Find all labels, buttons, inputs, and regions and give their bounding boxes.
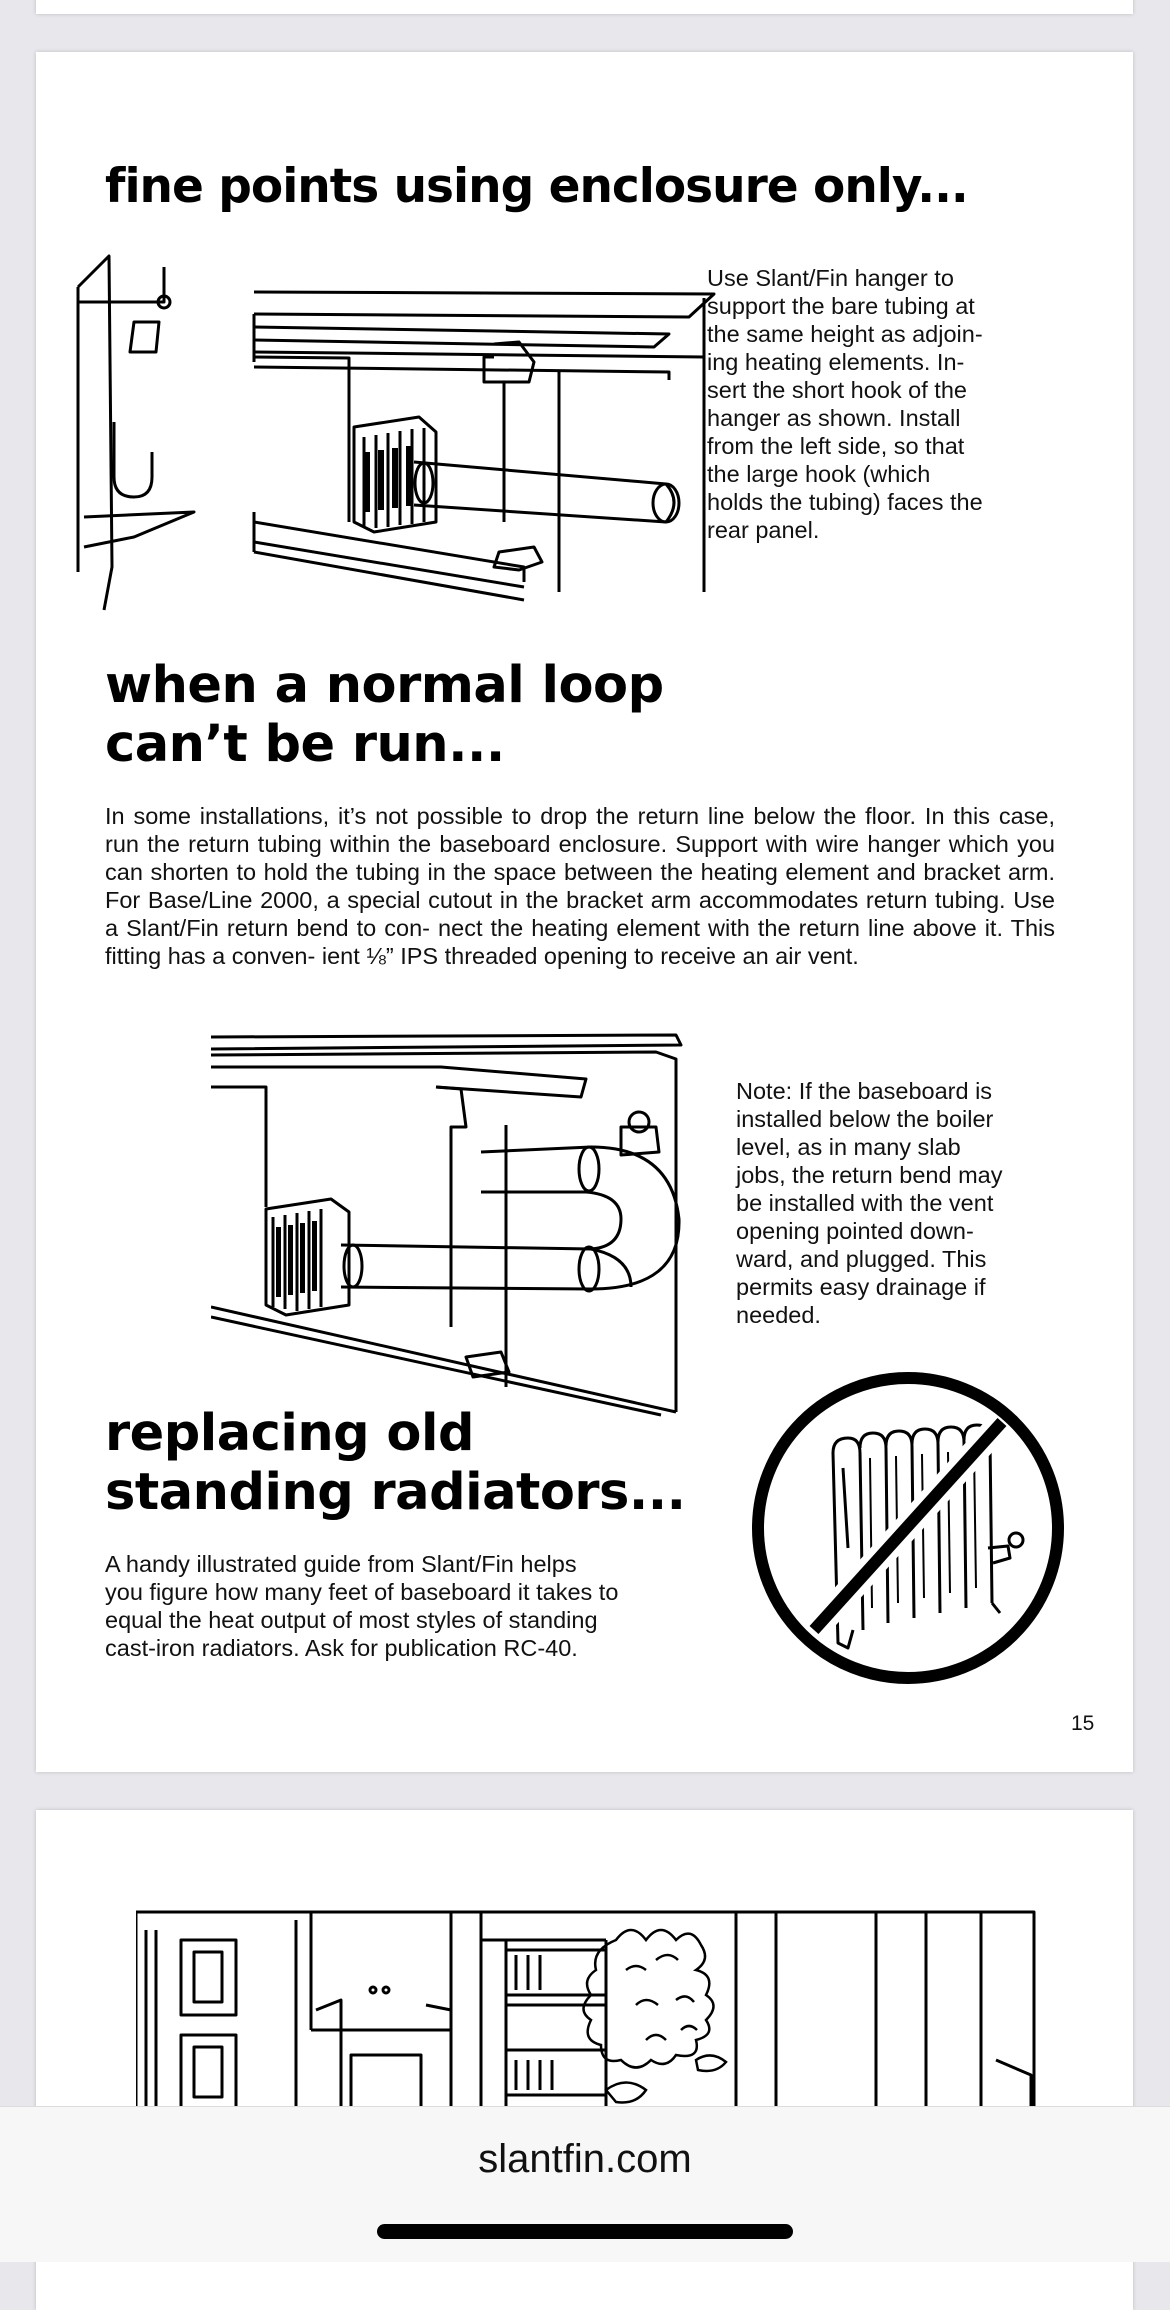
enclosure-instructions: Use Slant/Fin hanger to support the bare tubing at the same height as adjoin- ing heating elements. In- sert the short hook of the hanger as shown. Install from the left side, so that the large hook (which holds the tubing) faces the rear panel. <box>707 265 983 543</box>
document-page-15 <box>36 52 1133 1772</box>
heading-enclosure: fine points using enclosure only... <box>105 159 968 214</box>
heading-normal-loop-line1: when a normal loop <box>105 656 664 715</box>
hanger-illustration <box>64 222 724 622</box>
heading-radiators <box>105 1405 686 1522</box>
normal-loop-instructions: In some installations, it’s not possible to drop the return line below the floor. In this case, run the return tubing within the baseboard enclosure. Support with wire hanger which you can shorten to hold the tubing in the space between the heating element and bracket arm. For Base/Line 2000, a special cutout in the bracket arm accommodates return tubing. Use a Slant/Fin return bend to con- nect the heating element with the return line above it. This fitting has a conven- ient ⅛” IPS threaded opening to receive an air vent. <box>105 803 1055 969</box>
radiator-guide-text: A handy illustrated guide from Slant/Fin helps you figure how many feet of baseboard it takes to equal the heat output of most styles of standing cast-iron radiators. Ask for publication RC-40. <box>105 1551 619 1661</box>
return-bend-note: Note: If the baseboard is installed below the boiler level, as in many slab jobs, the return bend may be installed with the vent opening pointed down- ward, and plugged. This permits easy drainage if needed. <box>736 1078 1003 1328</box>
browser-bottom-bar <box>0 2106 1170 2262</box>
heading-normal-loop <box>105 657 664 774</box>
page-number: 15 <box>1071 1712 1095 1735</box>
return-bend-illustration <box>211 1027 726 1427</box>
heading-radiators-line2: standing radiators... <box>105 1462 686 1522</box>
heading-radiators-line1: replacing old <box>105 1404 474 1463</box>
url-display[interactable]: slantfin.com <box>478 2137 692 2181</box>
heading-normal-loop-line2: can’t be run... <box>105 714 505 774</box>
home-indicator[interactable] <box>377 2224 793 2239</box>
no-radiator-icon <box>748 1368 1068 1688</box>
previous-page <box>36 0 1133 14</box>
